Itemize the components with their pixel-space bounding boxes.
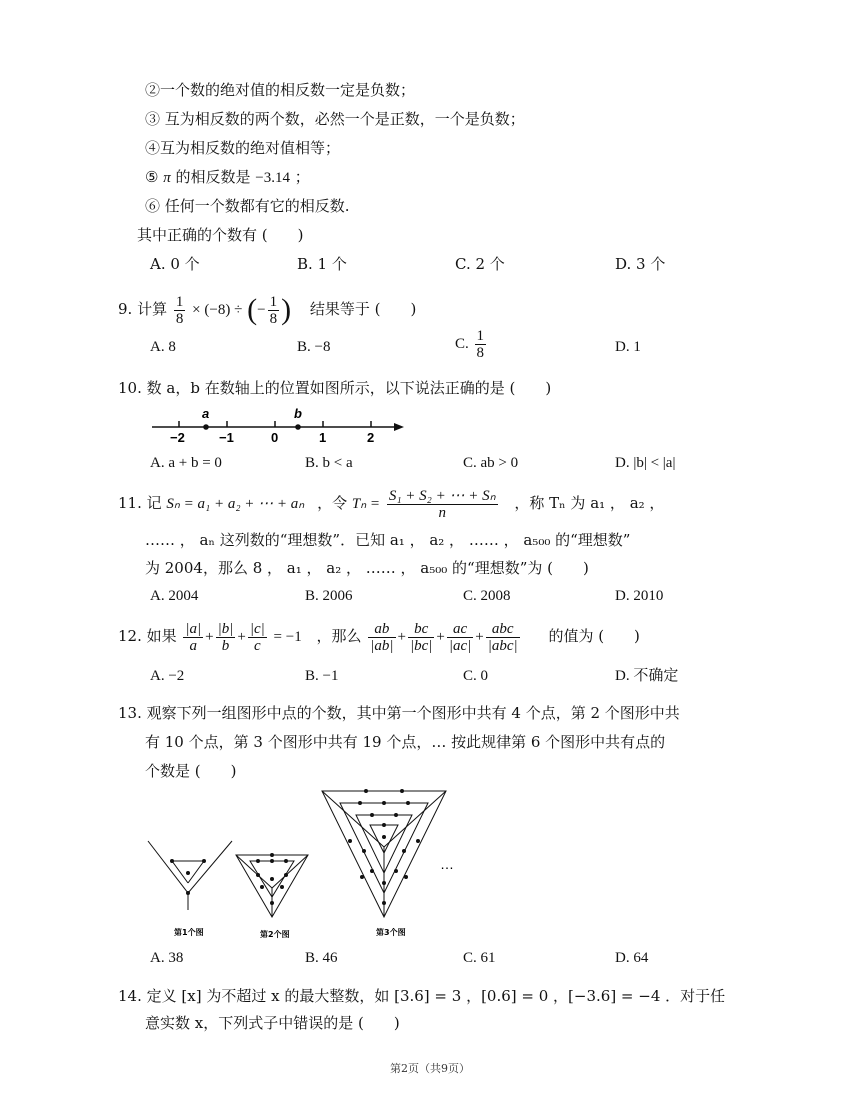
continuation-ellipsis: … (440, 856, 454, 872)
q11-tn: Tₙ = (351, 496, 381, 512)
q10-option-b: B. b < a (305, 455, 353, 471)
q12-option-a: A. −2 (150, 668, 185, 684)
q9-option-c-fraction (475, 328, 487, 361)
q11-tn-den: n (438, 504, 446, 521)
statement-5 (145, 166, 310, 189)
q13-option-c: C. 61 (463, 950, 496, 966)
q11-tn-num: S₁ + S₂ + ⋯ + Sₙ (388, 487, 496, 504)
q9-option-c-label: C. (455, 336, 469, 352)
q9-f2-den: 8 (269, 310, 278, 327)
q9-label: 9. 计算 (118, 300, 168, 318)
q9-fraction-2 (268, 294, 280, 327)
dot-pattern-figures (140, 785, 470, 945)
q13-option-d: D. 64 (615, 950, 649, 966)
q13-line-2: 有 10 个点，第 3 个图形中共有 19 个点，… 按此规律第 6 个图形中共有点的 (145, 733, 666, 751)
statement-5-end: ； (290, 168, 310, 186)
statement-5-value: −3.14 (255, 170, 290, 186)
q12-equals: = −1 (273, 629, 302, 645)
q12-mid: ，那么 (316, 627, 362, 645)
question-9 (118, 289, 416, 329)
q12-gbc-den: |bc| (410, 637, 433, 654)
pi-symbol: π (163, 170, 171, 186)
figure-1 (148, 841, 232, 910)
q13-option-a: A. 38 (150, 950, 184, 966)
q11-intro: 11. 记 (118, 494, 162, 512)
q13-line-3: 个数是 ( ) (145, 762, 237, 780)
statement-2: ②一个数的绝对值的相反数一定是负数； (145, 81, 416, 99)
tick-label: 2 (367, 430, 375, 445)
q11-option-d: D. 2010 (615, 588, 664, 604)
axis-arrow (394, 423, 404, 431)
q12-gabc-den: |abc| (487, 637, 518, 654)
tick-label: −1 (219, 430, 234, 445)
statement-5-prefix: ⑤ (145, 168, 164, 186)
q12-frac-ac (447, 621, 473, 654)
q11-line-3: 为 2004，那么 8 ， a₁ ， a₂ ， …… ， a₅₀₀ 的“理想数”为 ( ) (145, 559, 589, 577)
q14-line-2: 意实数 x，下列式子中错误的是 ( ) (145, 1014, 400, 1032)
q9-tail: 结果等于 ( ) (309, 300, 417, 318)
q12-frac-bc (408, 621, 434, 654)
q12-frac-c (248, 621, 267, 654)
q11-option-a: A. 2004 (150, 588, 199, 604)
point-b (295, 424, 301, 430)
q11-line-1 (118, 482, 664, 524)
q9-option-c (455, 326, 488, 362)
q9-c-num: 1 (476, 328, 485, 345)
figure-3-caption: 第3个图 (376, 928, 406, 937)
statement-3: ③ 互为相反数的两个数，必然一个是正数，一个是负数； (145, 110, 525, 128)
q12-fc-den: c (253, 637, 261, 654)
page-footer: 第2页（共9页） (390, 1062, 470, 1075)
q9-f1-den: 8 (175, 310, 184, 327)
q9-f2-num: 1 (269, 293, 278, 310)
plus-sign: + (475, 629, 484, 645)
tick-label: 0 (271, 430, 279, 445)
tick-label: 1 (319, 430, 327, 445)
statement-6: ⑥ 任何一个数都有它的相反数. (145, 197, 350, 215)
q12-gac-num: ac (447, 621, 473, 638)
q8-prompt: 其中正确的个数有 ( ) (137, 226, 304, 244)
number-line (148, 404, 410, 446)
q10-option-c: C. ab > 0 (463, 455, 519, 471)
label-a: a (202, 406, 210, 421)
figure-3 (322, 791, 446, 917)
q12-fa-den: a (189, 637, 198, 654)
q12-option-b: B. −1 (305, 668, 339, 684)
q12-tail: 的值为 ( ) (548, 627, 640, 645)
figure-2 (236, 855, 308, 917)
point-a (203, 424, 209, 430)
figure-1-caption: 第1个图 (174, 928, 204, 937)
q14-line-1: 14. 定义 [x] 为不超过 x 的最大整数，如 [3.6] = 3 ，[0.6] = 0 ，[−3.6] = −4 ．对于任 (118, 987, 726, 1005)
q12-fb-num: |b| (217, 620, 234, 637)
q12-gbc-num: bc (408, 621, 434, 638)
label-b: b (294, 406, 302, 421)
q9-rparen: ) (281, 293, 292, 326)
q13-line-1: 13. 观察下列一组图形中点的个数，其中第一个图形中共有 4 个点，第 2 个图形中共 (118, 704, 680, 722)
q13-option-b: B. 46 (305, 950, 338, 966)
q12-option-d: D. 不确定 (615, 668, 679, 684)
q11-let: ，令 (317, 494, 348, 512)
plus-sign: + (436, 629, 445, 645)
plus-sign: + (205, 629, 214, 645)
q12-label: 12. 如果 (118, 627, 177, 645)
q12-fa-num: |a| (185, 620, 202, 637)
q12-gab-num: ab (368, 621, 395, 638)
q12-frac-abc (486, 621, 520, 654)
q12-option-c: C. 0 (463, 668, 489, 684)
q12-frac-b (216, 621, 236, 654)
q12-fb-den: b (221, 637, 230, 654)
q12-fc-num: |c| (249, 620, 265, 637)
q9-lparen: ( (247, 293, 258, 326)
q9-c-den: 8 (476, 345, 485, 362)
q8-option-d: D. 3 个 (615, 255, 666, 273)
question-10: 10. 数 a，b 在数轴上的位置如图所示，以下说法正确的是 ( ) (118, 379, 552, 397)
q11-tn-fraction (387, 488, 498, 521)
q12-line (118, 615, 640, 657)
q11-option-c: C. 2008 (463, 588, 511, 604)
q11-call: ，称 Tₙ 为 a₁ ， a₂ ， (514, 494, 665, 512)
q12-gab-den: |ab| (370, 637, 394, 654)
figure-2-caption: 第2个图 (260, 930, 290, 939)
statement-5-mid: 的相反数是 (170, 168, 256, 186)
q11-line-2: …… ， aₙ 这列数的“理想数”．已知 a₁ ， a₂ ， …… ， a₅₀₀ 的“理想数” (145, 531, 631, 549)
plus-sign: + (397, 629, 406, 645)
statement-4: ④互为相反数的绝对值相等； (145, 139, 341, 157)
q9-option-b: B. −8 (297, 339, 331, 355)
q9-option-a: A. 8 (150, 339, 176, 355)
q12-frac-ab (368, 621, 395, 654)
q8-option-c: C. 2 个 (455, 255, 505, 273)
q12-frac-a (183, 621, 203, 654)
q9-f2-sign: − (257, 302, 266, 318)
q9-f1-num: 1 (175, 293, 184, 310)
q9-fraction-1 (174, 294, 186, 327)
q11-sn-formula: Sₙ = a₁ + a₂ + ⋯ + aₙ (166, 496, 305, 512)
q9-option-d: D. 1 (615, 339, 641, 355)
q10-option-d: D. |b| < |a| (615, 455, 676, 471)
tick-label: −2 (170, 430, 185, 445)
q8-option-a: A. 0 个 (150, 255, 200, 273)
q9-times: × (−8) ÷ (192, 302, 243, 318)
q12-gabc-num: abc (486, 621, 520, 638)
q10-option-a: A. a + b = 0 (150, 455, 222, 471)
q8-option-b: B. 1 个 (297, 255, 347, 273)
plus-sign: + (237, 629, 246, 645)
q12-gac-den: |ac| (448, 637, 472, 654)
q11-option-b: B. 2006 (305, 588, 353, 604)
